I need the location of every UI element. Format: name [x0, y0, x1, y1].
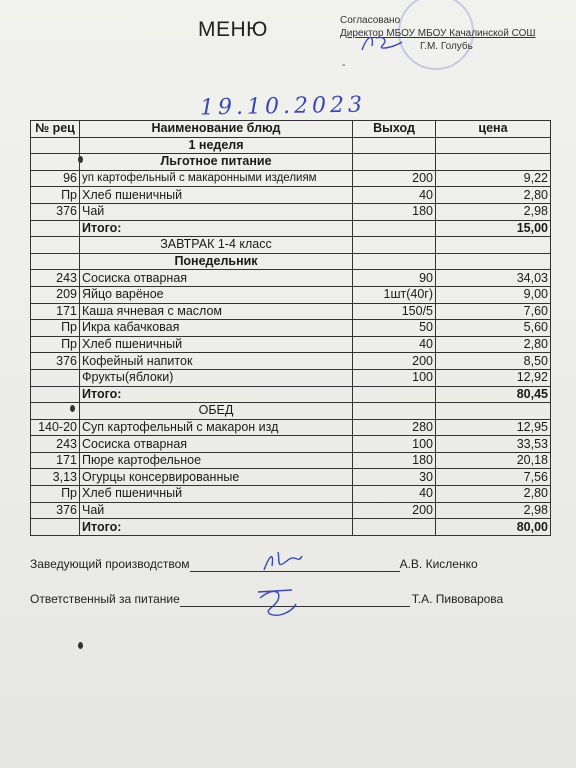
cell-output: 90 — [353, 270, 436, 287]
cell-dish-name: Икра кабачковая — [80, 320, 353, 337]
manager-label: Заведующий производством — [30, 557, 190, 571]
table-row — [31, 502, 551, 519]
cell-output: 40 — [353, 336, 436, 353]
cell-recipe-no — [31, 386, 80, 403]
cell-dish-name: уп картофельный с макаронными изделиям — [80, 170, 353, 187]
cell-dish-name: Кофейный напиток — [80, 353, 353, 370]
cell-dish-name: ОБЕД — [80, 403, 353, 420]
cell-dish-name: Хлеб пшеничный — [80, 486, 353, 503]
cell-output: 200 — [353, 353, 436, 370]
cell-price — [436, 403, 551, 420]
table-row — [31, 519, 551, 536]
header-price: цена — [436, 121, 551, 138]
cell-output: 40 — [353, 486, 436, 503]
cell-price: 12,92 — [436, 369, 551, 386]
cell-dish-name: Итого: — [80, 386, 353, 403]
table-row — [31, 286, 551, 303]
cell-recipe-no — [31, 237, 80, 254]
table-row — [31, 486, 551, 503]
cell-price: 34,03 — [436, 270, 551, 287]
cell-output: 200 — [353, 502, 436, 519]
approval-name: Г.М. Голубь — [420, 41, 473, 52]
cell-price: 2,98 — [436, 502, 551, 519]
table-body — [31, 137, 551, 535]
table-row — [31, 452, 551, 469]
header-output: Выход — [353, 121, 436, 138]
table-row — [31, 170, 551, 187]
cell-dish-name: Чай — [80, 502, 353, 519]
responsible-signature — [252, 584, 302, 620]
table-row — [31, 253, 551, 270]
cell-recipe-no: 3,13 — [31, 469, 80, 486]
cell-price: 7,56 — [436, 469, 551, 486]
table-row — [31, 154, 551, 171]
table-row — [31, 187, 551, 204]
cell-dish-name: Фрукты(яблоки) — [80, 369, 353, 386]
table-row — [31, 303, 551, 320]
cell-price: 9,22 — [436, 170, 551, 187]
table-row — [31, 203, 551, 220]
cell-price: 12,95 — [436, 419, 551, 436]
cell-price — [436, 154, 551, 171]
table-row — [31, 403, 551, 420]
cell-recipe-no: 96 — [31, 170, 80, 187]
cell-price: 9,00 — [436, 286, 551, 303]
cell-price: 2,80 — [436, 336, 551, 353]
cell-dish-name: Понедельник — [80, 253, 353, 270]
cell-output: 40 — [353, 187, 436, 204]
handwritten-date: 19.10.2023 — [199, 92, 367, 121]
cell-output — [353, 253, 436, 270]
cell-dish-name: Пюре картофельное — [80, 452, 353, 469]
table-row — [31, 137, 551, 154]
menu-table — [30, 120, 551, 536]
cell-price: 33,53 — [436, 436, 551, 453]
cell-output — [353, 403, 436, 420]
cell-recipe-no: Пр — [31, 187, 80, 204]
header-recipe-no: № рец — [31, 121, 80, 138]
cell-recipe-no: 376 — [31, 353, 80, 370]
cell-output: 50 — [353, 320, 436, 337]
cell-price: 15,00 — [436, 220, 551, 237]
ink-dot — [78, 156, 83, 163]
table-row — [31, 353, 551, 370]
cell-dish-name: Сосиска отварная — [80, 270, 353, 287]
table-row — [31, 369, 551, 386]
ink-dot — [70, 405, 75, 412]
manager-name: А.В. Кисленко — [399, 557, 478, 571]
cell-price: 7,60 — [436, 303, 551, 320]
document-title: МЕНЮ — [198, 18, 268, 41]
cell-recipe-no: Пр — [31, 336, 80, 353]
cell-output: 180 — [353, 203, 436, 220]
cell-price: 20,18 — [436, 452, 551, 469]
cell-price — [436, 237, 551, 254]
cell-recipe-no: 209 — [31, 286, 80, 303]
cell-recipe-no: Пр — [31, 320, 80, 337]
cell-output: 1шт(40г) — [353, 286, 436, 303]
cell-price: 80,45 — [436, 386, 551, 403]
cell-output — [353, 220, 436, 237]
table-row — [31, 419, 551, 436]
cell-output: 200 — [353, 170, 436, 187]
cell-dish-name: ЗАВТРАК 1-4 класс — [80, 237, 353, 254]
table-row — [31, 220, 551, 237]
cell-recipe-no: 243 — [31, 270, 80, 287]
cell-dish-name: Итого: — [80, 220, 353, 237]
cell-dish-name: Сосиска отварная — [80, 436, 353, 453]
manager-line — [30, 557, 482, 572]
ink-dot — [78, 642, 83, 649]
director-signature — [358, 32, 408, 54]
cell-recipe-no — [31, 369, 80, 386]
table-row — [31, 320, 551, 337]
cell-recipe-no: 376 — [31, 203, 80, 220]
table-row — [31, 386, 551, 403]
cell-recipe-no: Пр — [31, 486, 80, 503]
cell-output — [353, 137, 436, 154]
cell-price — [436, 137, 551, 154]
cell-dish-name: Огурцы консервированные — [80, 469, 353, 486]
table-row — [31, 336, 551, 353]
header-dish-name: Наименование блюд — [80, 121, 353, 138]
cell-dish-name: Суп картофельный с макарон изд — [80, 419, 353, 436]
table-row — [31, 469, 551, 486]
table-row — [31, 237, 551, 254]
cell-output: 180 — [353, 452, 436, 469]
cell-dish-name: Итого: — [80, 519, 353, 536]
cell-recipe-no: 376 — [31, 502, 80, 519]
cell-price: 2,80 — [436, 486, 551, 503]
manager-signature — [258, 548, 308, 576]
cell-dish-name: 1 неделя — [80, 137, 353, 154]
cell-price: 2,98 — [436, 203, 551, 220]
cell-output: 30 — [353, 469, 436, 486]
cell-dish-name: Льготное питание — [80, 154, 353, 171]
cell-recipe-no: 171 — [31, 303, 80, 320]
cell-dish-name: Хлеб пшеничный — [80, 336, 353, 353]
table-header-row — [31, 121, 551, 138]
approval-position: Директор МБОУ МБОУ Качалинской СОШ — [340, 28, 536, 39]
cell-output — [353, 519, 436, 536]
cell-recipe-no — [31, 220, 80, 237]
responsible-name: Т.А. Пивоварова — [411, 592, 504, 606]
cell-recipe-no: 243 — [31, 436, 80, 453]
table-row — [31, 436, 551, 453]
cell-price: 5,60 — [436, 320, 551, 337]
approval-dash: - — [342, 60, 346, 71]
cell-recipe-no — [31, 519, 80, 536]
approval-heading: Согласовано — [340, 15, 401, 26]
cell-output — [353, 386, 436, 403]
table-row — [31, 270, 551, 287]
cell-output: 100 — [353, 369, 436, 386]
cell-recipe-no — [31, 154, 80, 171]
cell-output: 150/5 — [353, 303, 436, 320]
cell-recipe-no — [31, 253, 80, 270]
cell-output — [353, 237, 436, 254]
cell-output: 100 — [353, 436, 436, 453]
cell-dish-name: Яйцо варёное — [80, 286, 353, 303]
cell-recipe-no: 171 — [31, 452, 80, 469]
cell-output: 280 — [353, 419, 436, 436]
cell-price — [436, 253, 551, 270]
cell-price: 2,80 — [436, 187, 551, 204]
cell-price: 80,00 — [436, 519, 551, 536]
cell-recipe-no — [31, 137, 80, 154]
cell-recipe-no: 140-20 — [31, 419, 80, 436]
cell-dish-name: Каша ячневая с маслом — [80, 303, 353, 320]
cell-dish-name: Чай — [80, 203, 353, 220]
responsible-label: Ответственный за питание — [30, 592, 180, 606]
cell-output — [353, 154, 436, 171]
cell-dish-name: Хлеб пшеничный — [80, 187, 353, 204]
cell-price: 8,50 — [436, 353, 551, 370]
